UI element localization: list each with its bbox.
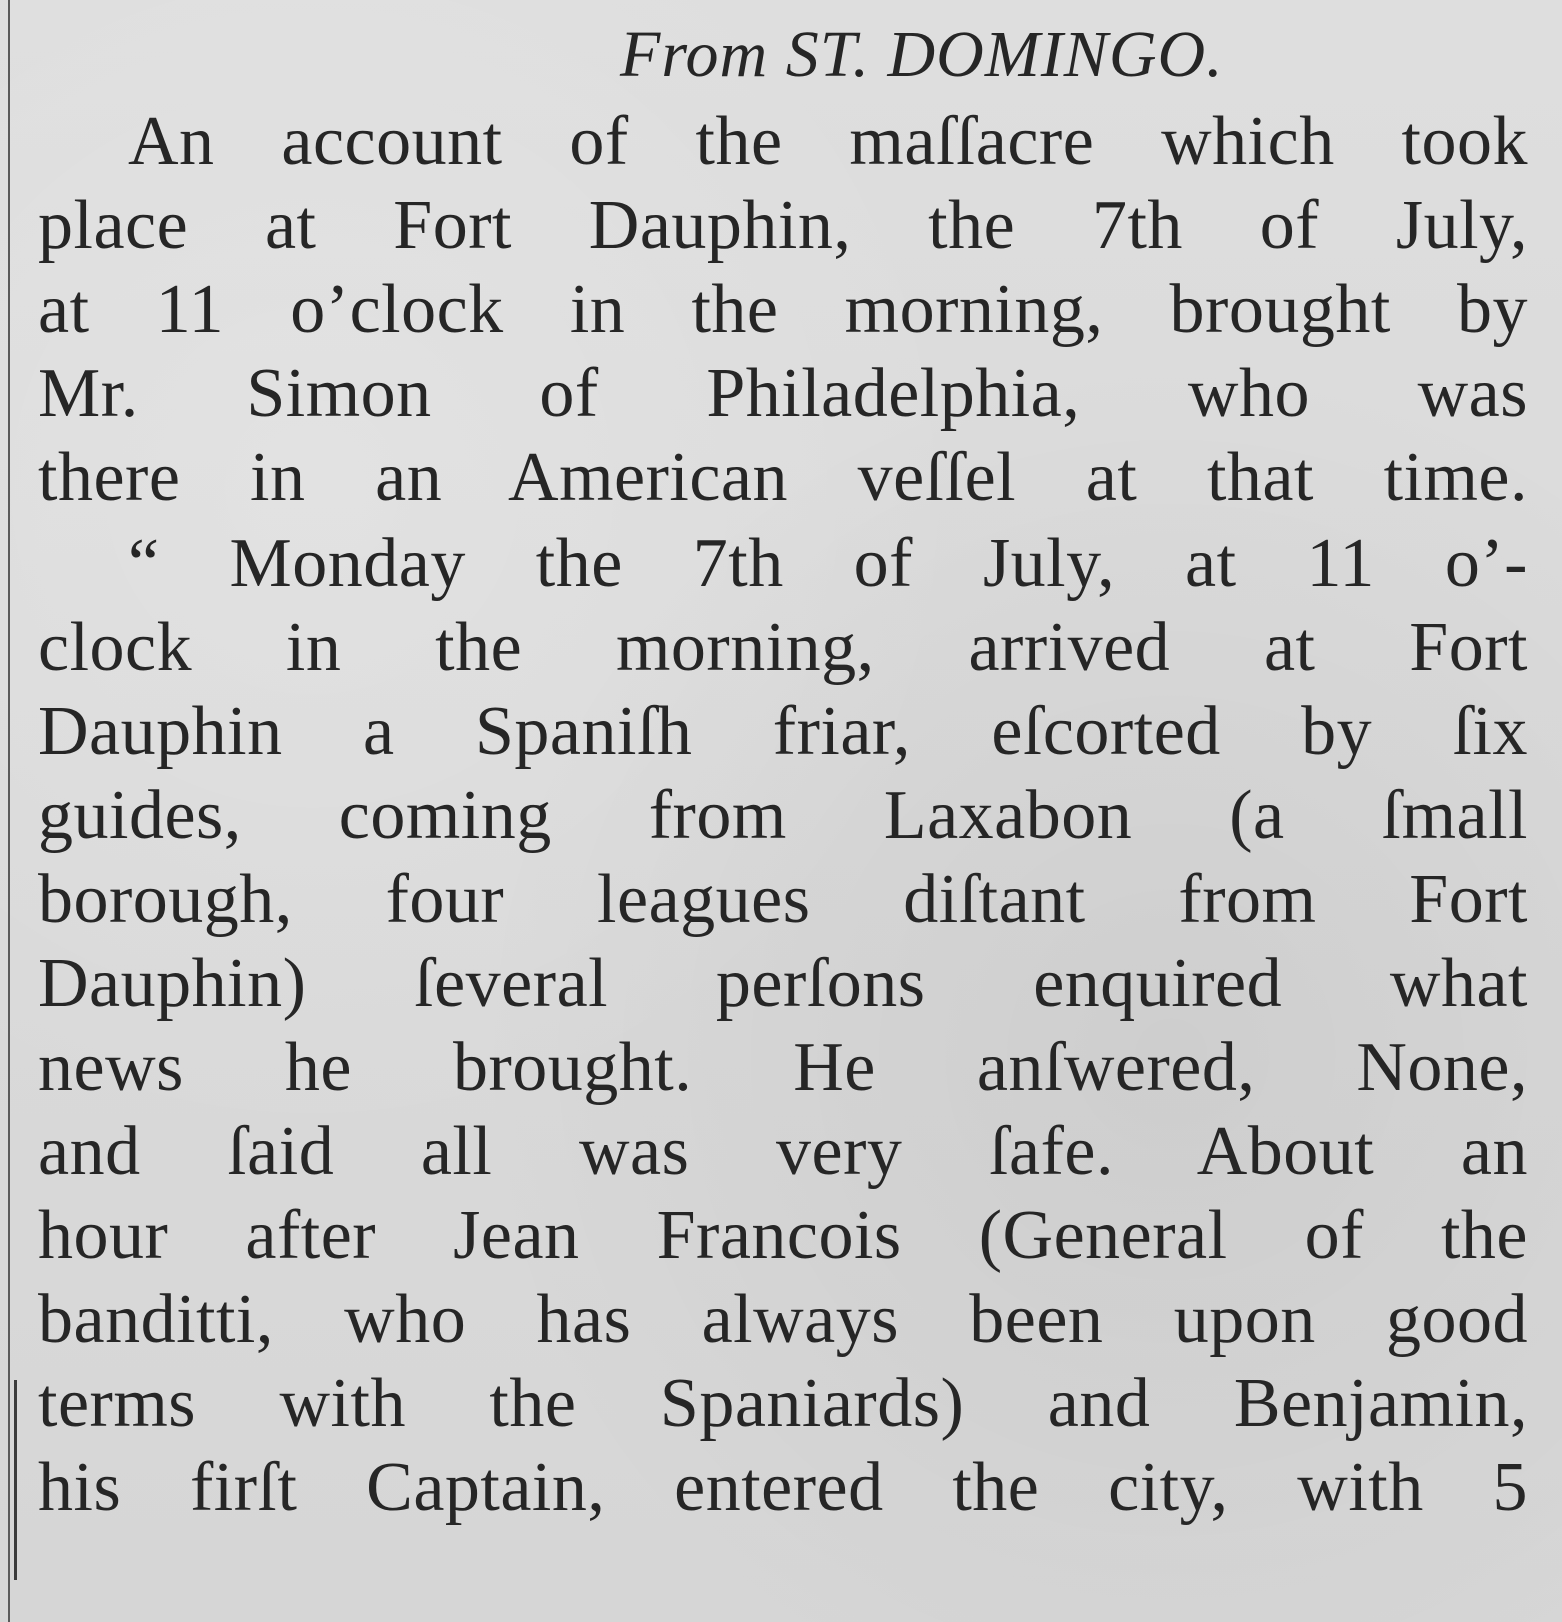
text-line-17: his firſt Captain, entered the city, with 5 [38,1449,1528,1526]
headline: From ST. DOMINGO. [620,18,1224,91]
text-line-6: “ Monday the 7th of July, at 11 o’- [128,525,1528,602]
text-line-13: and ſaid all was very ſafe. About an [38,1113,1528,1190]
text-line-12: news he brought. He anſwered, None, [38,1029,1528,1106]
text-line-16: terms with the Spaniards) and Benjamin, [38,1365,1528,1442]
text-line-15: banditti, who has always been upon good [38,1281,1528,1358]
text-line-5: there in an American veſſel at that time. [38,439,1528,516]
column-rule [8,0,10,1622]
column-rule-mark [14,1380,17,1580]
text-line-9: guides, coming from Laxabon (a ſmall [38,777,1528,854]
text-line-7: clock in the morning, arrived at Fort [38,609,1528,686]
text-line-1: An account of the maſſacre which took [128,103,1528,180]
text-line-3: at 11 o’clock in the morning, brought by [38,271,1528,348]
text-line-10: borough, four leagues diſtant from Fort [38,861,1528,938]
text-line-11: Dauphin) ſeveral perſons enquired what [38,945,1528,1022]
text-line-4: Mr. Simon of Philadelphia, who was [38,355,1528,432]
text-line-8: Dauphin a Spaniſh friar, eſcorted by ſix [38,693,1528,770]
text-line-14: hour after Jean Francois (General of the [38,1197,1528,1274]
text-line-2: place at Fort Dauphin, the 7th of July, [38,187,1528,264]
